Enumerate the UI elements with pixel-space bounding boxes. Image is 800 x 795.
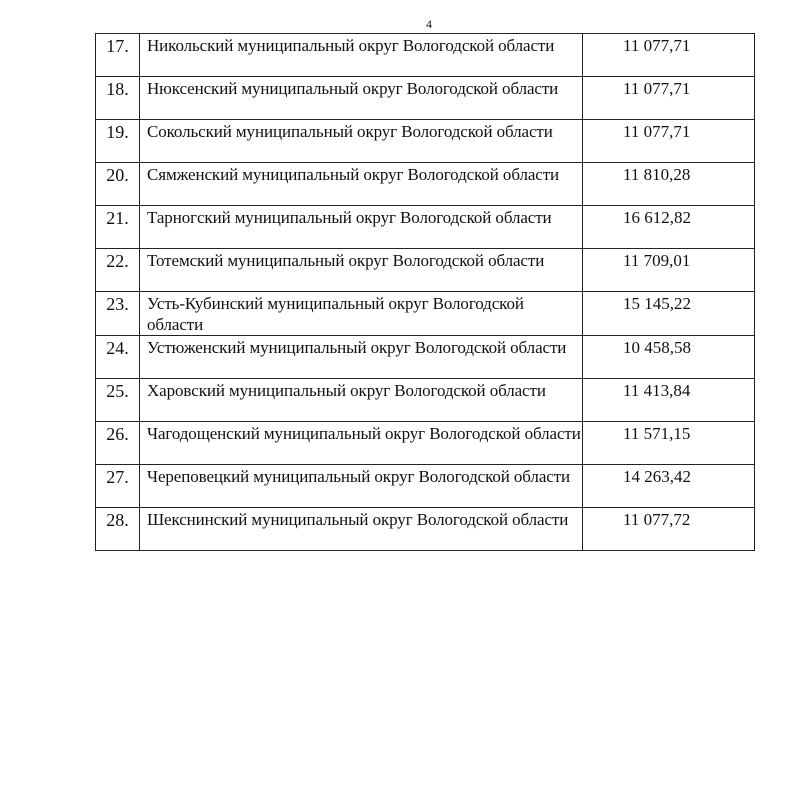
amount-value: 15 145,22	[583, 292, 755, 336]
table-row	[96, 292, 755, 336]
row-number: 17.	[96, 34, 140, 77]
amount-value: 11 709,01	[583, 249, 755, 292]
amount-value: 11 810,28	[583, 163, 755, 206]
row-number: 25.	[96, 379, 140, 422]
row-number: 19.	[96, 120, 140, 163]
row-number: 20.	[96, 163, 140, 206]
table-row	[96, 508, 755, 551]
regions-table	[95, 33, 755, 551]
region-name: Сямженский муниципальный округ Вологодской области	[140, 163, 583, 206]
region-name: Чагодощенский муниципальный округ Вологодской области	[140, 422, 583, 465]
row-number: 21.	[96, 206, 140, 249]
amount-value: 11 077,71	[583, 120, 755, 163]
table-row	[96, 163, 755, 206]
table-row	[96, 120, 755, 163]
region-name: Харовский муниципальный округ Вологодской области	[140, 379, 583, 422]
table-row	[96, 77, 755, 120]
region-name: Устюженский муниципальный округ Вологодской области	[140, 336, 583, 379]
amount-value: 11 077,71	[583, 34, 755, 77]
table-row	[96, 465, 755, 508]
table-row	[96, 206, 755, 249]
row-number: 24.	[96, 336, 140, 379]
amount-value: 11 077,71	[583, 77, 755, 120]
row-number: 28.	[96, 508, 140, 551]
table-row	[96, 336, 755, 379]
region-name: Тарногский муниципальный округ Вологодской области	[140, 206, 583, 249]
region-name: Шекснинский муниципальный округ Вологодской области	[140, 508, 583, 551]
amount-value: 11 413,84	[583, 379, 755, 422]
region-name: Череповецкий муниципальный округ Вологодской области	[140, 465, 583, 508]
region-name: Тотемский муниципальный округ Вологодской области	[140, 249, 583, 292]
table-row	[96, 422, 755, 465]
amount-value: 10 458,58	[583, 336, 755, 379]
region-name: Нюксенский муниципальный округ Вологодской области	[140, 77, 583, 120]
row-number: 18.	[96, 77, 140, 120]
row-number: 22.	[96, 249, 140, 292]
region-name: Сокольский муниципальный округ Вологодской области	[140, 120, 583, 163]
region-name: Усть-Кубинский муниципальный округ Вологодской области	[140, 292, 583, 336]
region-name: Никольский муниципальный округ Вологодской области	[140, 34, 583, 77]
page-number: 4	[426, 17, 432, 31]
row-number: 27.	[96, 465, 140, 508]
row-number: 26.	[96, 422, 140, 465]
amount-value: 11 077,72	[583, 508, 755, 551]
table-row	[96, 34, 755, 77]
amount-value: 16 612,82	[583, 206, 755, 249]
amount-value: 11 571,15	[583, 422, 755, 465]
table-row	[96, 249, 755, 292]
table-row	[96, 379, 755, 422]
amount-value: 14 263,42	[583, 465, 755, 508]
row-number: 23.	[96, 292, 140, 336]
